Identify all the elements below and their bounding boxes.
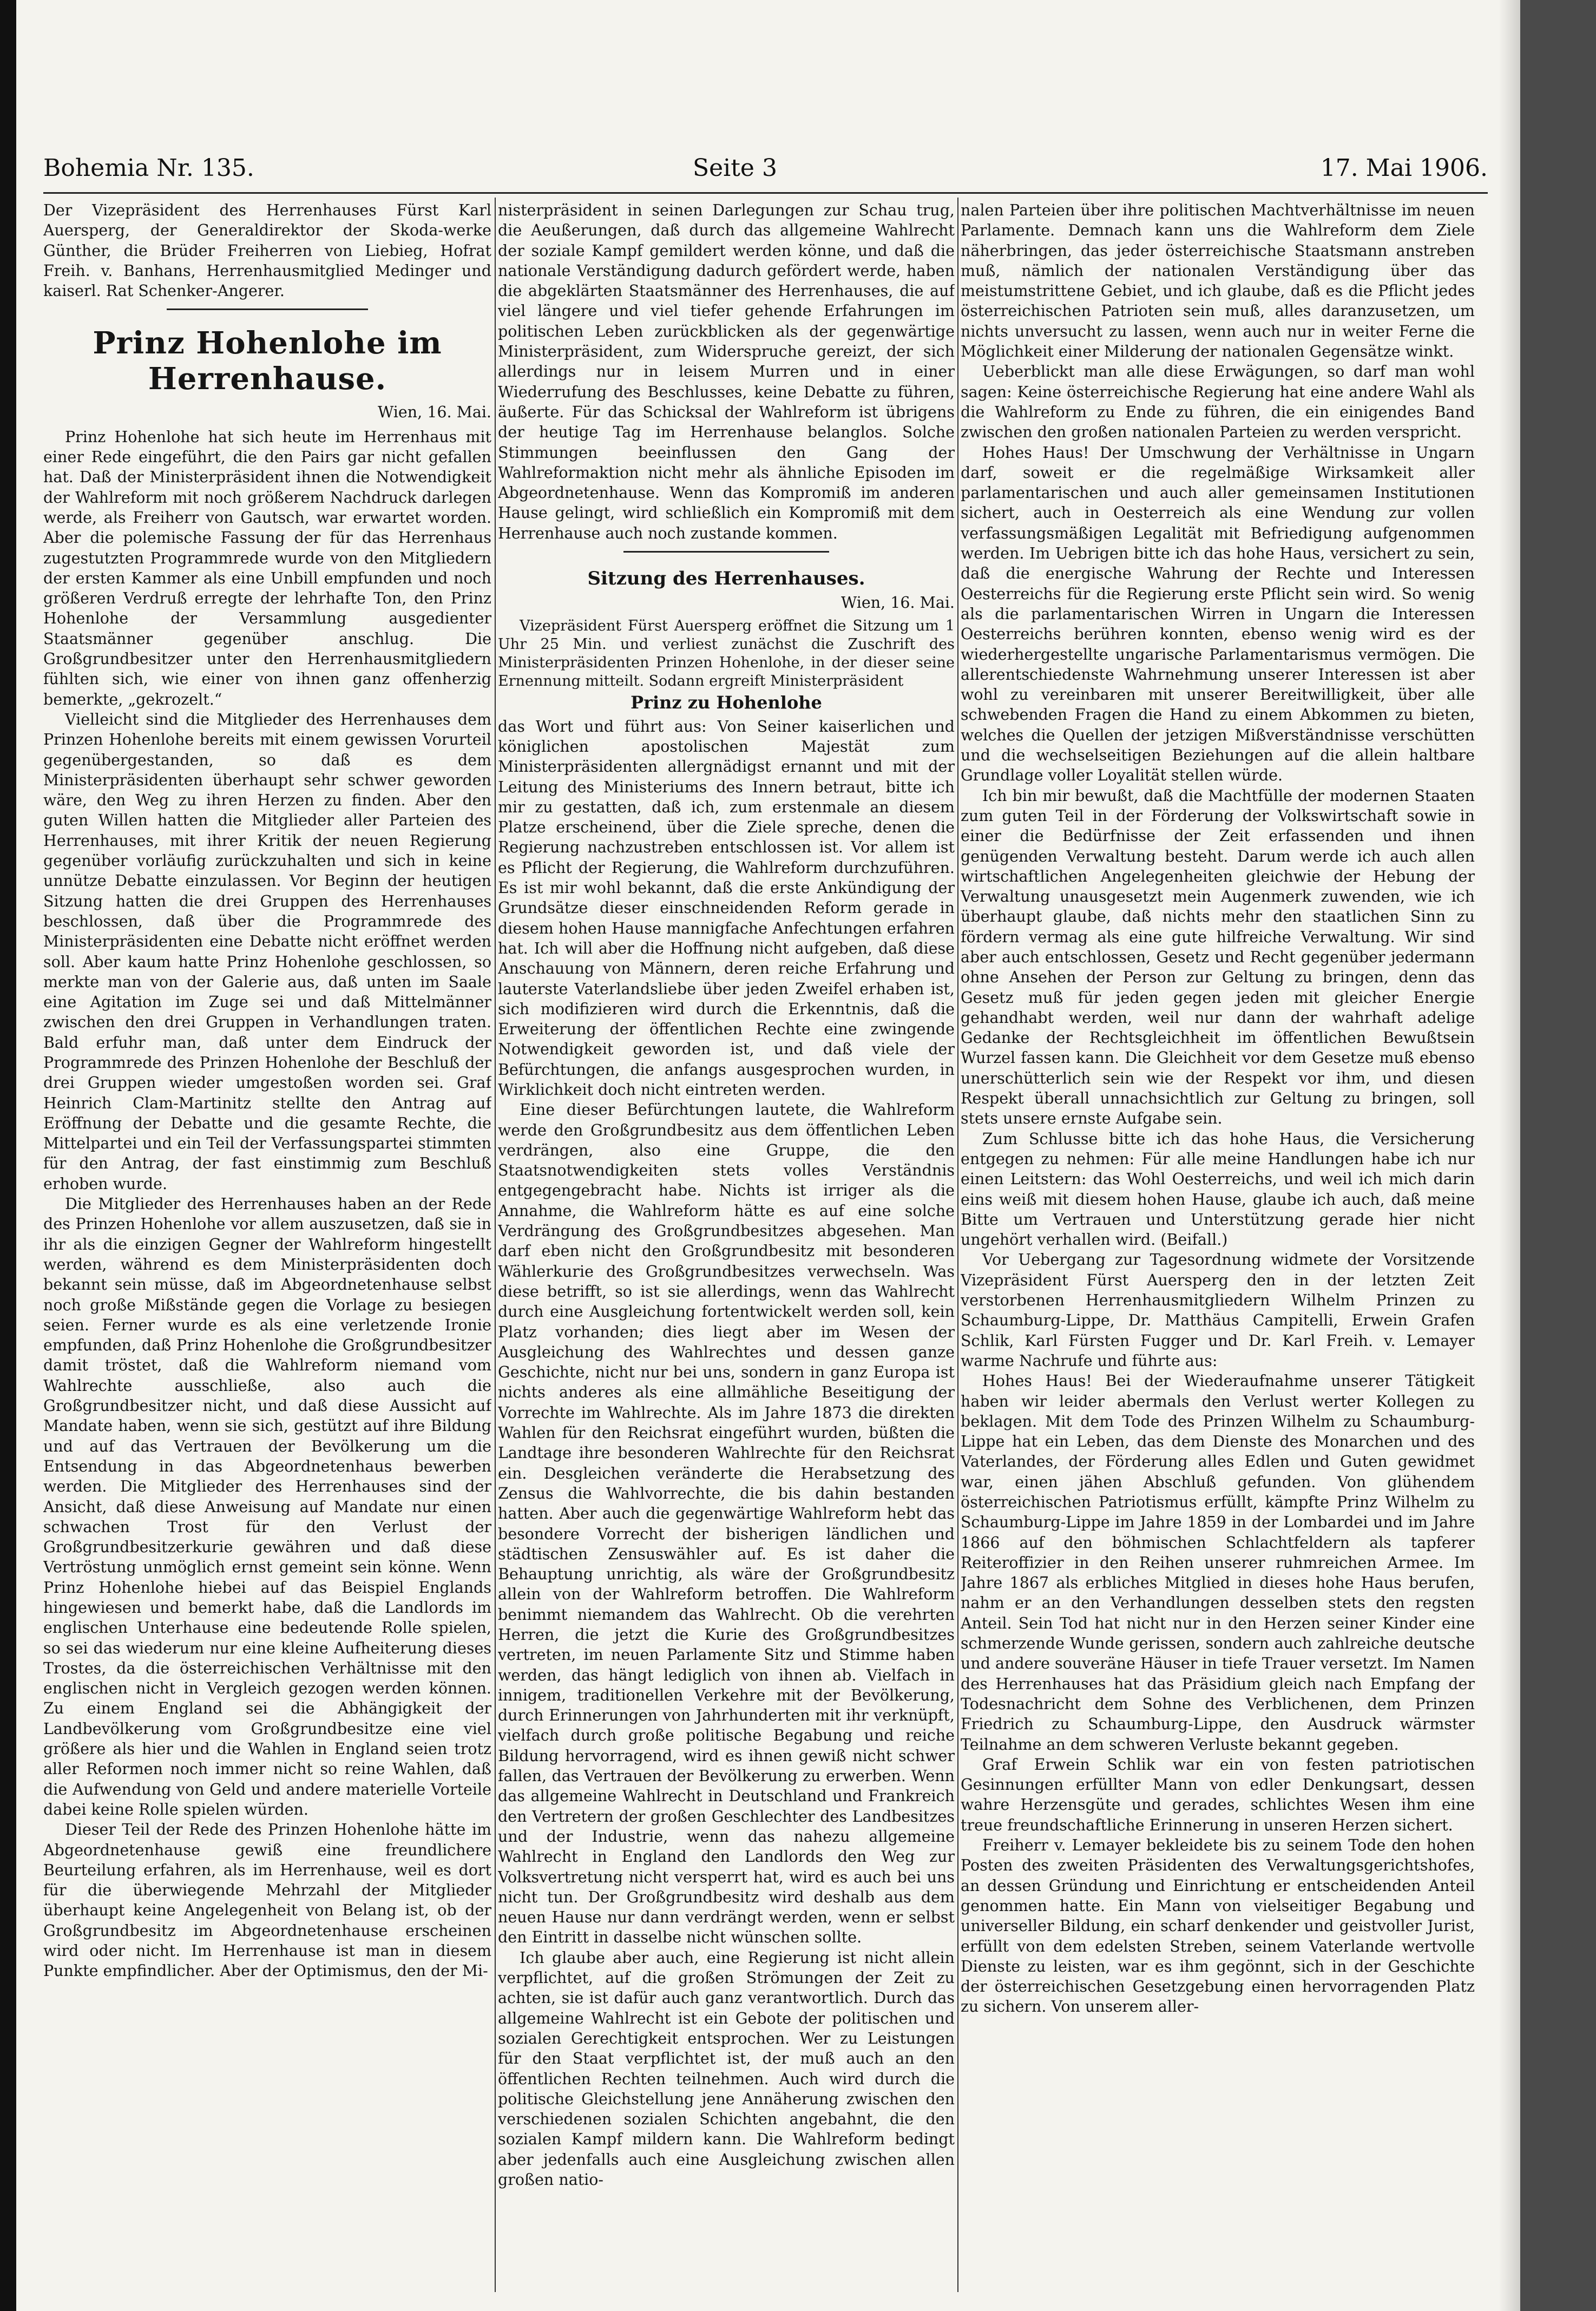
section-title: Sitzung des Herrenhauses. — [587, 568, 865, 590]
speech-paragraph: Zum Schlusse bitte ich das hohe Haus, die Versicherung entgegen zu nehmen: Für alle meine Handlungen habe ich nur einen Leitstern: das Wohl Oesterreichs, und weil ich mich darin eins weiß mit diesem hohen Hause, glaube ich auch, daß meine Bitte um Vertrauen und Unterstützung gerade hier nicht ungehört verhallen wird. (Beifall.) — [961, 1130, 1475, 1249]
article-title: Prinz Hohenlohe im Herrenhause. — [93, 325, 442, 397]
speech-paragraph: Ich bin mir bewußt, daß die Machtfülle der modernen Staaten zum guten Teil in der Förderung der Volkswirtschaft sowie in einer die Bedürfnisse der Zeit erfassenden und ihnen genügenden Verwaltung besteht. Darum werde ich auch allen wirtschaftlichen Angelegenheiten gleichwie der Hebung der Verwaltung unausgesetzt mein Augenmerk zuwenden, wie ich überhaupt glaube, daß nichts mehr den staatlichen Sinn zu fördern vermag als eine gute hilfreiche Verwaltung. Wir sind aber auch entschlossen, Gesetz und Recht gegenüber jedermann ohne Ansehen der Person zur Geltung zu bringen, denn das Gesetz muß für jeden gegen jeden mit gleicher Energie gehandhabt werden, weil nur dann der wahrhaft adelige Gedanke der Rechtsgleichheit im öffentlichen Bewußtsein Wurzel fassen kann. Die Gleichheit vor dem Gesetze muß ebenso unerschütterlich sein wie der Respekt vor ihm, und diesen Respekt überall unnachsichtlich zur Geltung zu bringen, soll stets unsere ernste Aufgabe sein. — [961, 786, 1475, 1128]
speech-paragraph: Graf Erwein Schlik war ein von festen patriotischen Gesinnungen erfüllter Mann von edler Denkungsart, dessen wahre Herzensgüte und gerades, schlichtes Wesen ihm eine treue freundschaftliche Erinnerung in unseren Herzen sichert. — [961, 1755, 1475, 1834]
column-1 — [43, 200, 491, 2295]
speech-paragraph: nalen Parteien über ihre politischen Machtverhältnisse im neuen Parlamente. Demnach kann uns die Wahlreform dem Ziele näherbringen, das jeder österreichische Staatsmann anstreben muß, nämlich der nationalen Verständigung über das meistumstrittene Gebiet, und ich glaube, daß es die Pflicht jedes österreichischen Patrioten sein muß, alles daranzusetzen, um nichts unversucht zu lassen, wenn auch nur in weiter Ferne die Möglichkeit einer Milderung der nationalen Gegensätze winkt. — [961, 201, 1475, 361]
column-divider-2 — [957, 198, 958, 2292]
scan-border-left — [0, 0, 16, 2311]
section-rule — [167, 308, 369, 310]
article-paragraph: Dieser Teil der Rede des Prinzen Hohenlohe hätte im Abgeordnetenhause gewiß eine freundlichere Beurteilung erfahren, als im Herrenhause, weil es dort für die überwiegende Mehrzahl der Mitglieder überhaupt keine Angelegenheit von Belang ist, ob der Großgrundbesitz im Abgeordnetenhause erscheinen wird oder nicht. Im Herrenhause ist man in diesem Punkte empfindlicher. Aber der Optimismus, den der Mi- — [43, 1821, 491, 1980]
speech-paragraph: Vor Uebergang zur Tagesordnung widmete der Vorsitzende Vizepräsident Fürst Auersperg den in der letzten Zeit verstorbenen Herrenhausmitgliedern Wilhelm Prinzen zu Schaumburg-Lippe, Dr. Matthäus Campitelli, Erwein Grafen Schlik, Karl Fürsten Fugger und Dr. Karl Freih. v. Lemayer warme Nachrufe und führte aus: — [961, 1251, 1475, 1370]
scan-border-right — [1520, 0, 1596, 2311]
column-2 — [498, 200, 955, 2295]
page-header — [43, 154, 1488, 192]
newspaper-issue: Bohemia Nr. 135. — [43, 154, 254, 182]
page-shadow — [1499, 0, 1520, 2311]
article-paragraph: nisterpräsident in seinen Darlegungen zur Schau trug, die Aeußerungen, daß durch das allgemeine Wahlrecht der soziale Kampf gemildert werden könne, und daß die nationale Verständigung dadurch gefördert werde, haben die abgeklärten Staatsmänner des Herrenhauses, die auf viel längere und viel tiefer gehende Erfahrungen im politischen Leben zurückblicken als der gegenwärtige Ministerpräsident, zum Widerspruche gereizt, der sich allerdings nur in leisem Murren und in einer Wiederrufung des Beschlusses, keine Debatte zu führen, äußerte. Für das Schicksal der Wahlreform ist übrigens der heutige Tag im Herrenhause belanglos. Solche Stimmungen beeinflussen den Gang der Wahlreformaktion nicht mehr als ähnliche Episoden im Abgeordnetenhause. Wenn das Kompromiß im anderen Hause gelingt, wird schließlich ein Kompromiß mit dem Herrenhause auch noch zustande kommen. — [498, 201, 955, 542]
page-number: Seite 3 — [693, 154, 777, 182]
speech-paragraph: das Wort und führt aus: Von Seiner kaiserlichen und königlichen apostolischen Majestät zum Ministerpräsidenten allergnädigst ernannt und mit der Leitung des Ministeriums des Innern betraut, bitte ich mir zu gestatten, daß ich, zum erstenmale an diesem Platze erscheinend, über die Ziele spreche, denen die Regierung nachzustreben entschlossen ist. Vor allem ist es Pflicht der Regierung, die Wahlreform durchzuführen. Es ist mir wohl bekannt, daß die erste Ankündigung der Grundsätze dieser einschneidenden Reform gerade in diesem hohen Hause mannigfache Anfechtungen erfahren hat. Ich will aber die Hoffnung nicht aufgeben, daß diese Anschauung von Männern, deren reiche Erfahrung und lauterste Vaterlandsliebe über jeden Zweifel erhaben ist, sich modifizieren wird durch die Erkenntnis, daß die Erweiterung der öffentlichen Rechte eine zwingende Notwendigkeit geworden ist, und daß viele der Befürchtungen, die anfangs ausgesprochen wurden, in Wirklichkeit doch nicht eintreten werden. — [498, 717, 955, 1099]
article-dateline: Wien, 16. Mai. — [378, 403, 491, 422]
newspaper-page — [16, 0, 1520, 2311]
article-paragraph: Prinz Hohenlohe hat sich heute im Herrenhaus mit einer Rede eingeführt, die den Pairs gar nicht gefallen hat. Daß der Ministerpräsident ihnen die Notwendigkeit der Wahlreform mit noch größerem Nachdruck darlegen werde, als Freiherr von Gautsch, war erwartet worden. Aber die polemische Fassung der für das Herrenhaus zugestutzten Programmrede wurde von den Mitgliedern der ersten Kammer als eine Unbill empfunden und noch größeren Verdruß erregte der lehrhafte Ton, den Prinz Hohenlohe der Versammlung ausgedienter Staatsmänner gegenüber anschlug. Die Großgrundbesitzer unter den Herrenhausmitgliedern fühlten sich, wie einer von ihnen ganz offenherzig bemerkte, „gekrozelt.“ — [43, 428, 491, 708]
speech-paragraph: Freiherr v. Lemayer bekleidete bis zu seinem Tode den hohen Posten des zweiten Präsidenten des Verwaltungsgerichtshofes, an dessen Gründung und Einrichtung er entscheidenden Anteil genommen hatte. Ein Mann von vielseitiger Begabung und universeller Bildung, ein scharf denkender und geistvoller Jurist, erfüllt von dem edelsten Streben, seinem Vaterlande wertvolle Dienste zu leisten, war es ihm gegönnt, sich in der Geschichte der österreichischen Gesetzgebung einen hervorragenden Platz zu sichern. Von unserem aller- — [961, 1836, 1475, 2016]
guest-list-paragraph: Der Vizepräsident des Herrenhauses Fürst Karl Auersperg, der Generaldirektor der Skoda-werke Günther, die Brüder Freiherren von Liebieg, Hofrat Freih. v. Banhans, Herrenhausmitglied Medinger und kaiserl. Rat Schenker-Angerer. — [43, 201, 491, 300]
issue-date: 17. Mai 1906. — [1320, 154, 1488, 182]
column-divider-1 — [495, 198, 496, 2292]
header-rule — [43, 192, 1488, 194]
article-paragraph: Vielleicht sind die Mitglieder des Herrenhauses dem Prinzen Hohenlohe bereits mit einem gewissen Vorurteil gegenübergestanden, so daß es dem Ministerpräsidenten überhaupt sehr schwer geworden wäre, den Weg zu ihren Herzen zu finden. Aber den guten Willen hatten die Mitglieder aller Parteien des Herrenhauses, mit ihrer Kritik der neuen Regierung gegenüber vorläufig zurückzuhalten und sich in keine unnütze Debatte einzulassen. Vor Beginn der heutigen Sitzung hatten die drei Gruppen des Herrenhauses beschlossen, daß über die Programmrede des Ministerpräsidenten eine Debatte nicht eröffnet werden soll. Aber kaum hatte Prinz Hohenlohe geschlossen, so merkte man von der Galerie aus, daß unten im Saale eine Agitation im Zuge sei und daß Mittelmänner zwischen den drei Gruppen in Verhandlungen traten. Bald erfuhr man, daß unter dem Eindruck der Programmrede des Prinzen Hohenlohe der Beschluß der drei Gruppen wieder umgestoßen worden sei. Graf Heinrich Clam-Martinitz stellte den Antrag auf Eröffnung der Debatte und die gesamte Rechte, die Mittelpartei und ein Teil der Verfassungspartei stimmten für den Antrag, der fast einstimmig zum Beschluß erhoben wurde. — [43, 710, 491, 1193]
speech-paragraph: Hohes Haus! Der Umschwung der Verhältnisse in Ungarn darf, soweit er die regelmäßige Wirksamkeit aller parlamentarischen und auch aller gemeinsamen Institutionen sichert, auch in Oesterreich als eine Wendung zur vollen verfassungsmäßigen Legalität mit Befriedigung aufgenommen werden. Im Uebrigen bitte ich das hohe Haus, versichert zu sein, daß die energische Wahrung der Rechte und Interessen Oesterreichs für die Regierung erste Pflicht sein wird. So wenig als die parlamentarischen Wirren in Ungarn die Interessen Oesterreichs berühren konnten, ebenso wenig wird es der wiederhergestellte ungarische Parlamentarismus vermögen. Die allerentschiedenste Wahrnehmung unserer Interessen ist aber wohl zu vereinbaren mit unserer Bereitwilligkeit, über alle schwebenden Fragen die Hand zu einem Abkommen zu bieten, welches die Quellen der jetzigen Mißverständnisse verschütten und die wechselseitigen Beziehungen auf die allein haltbare Grundlage voller Loyalität stellen würde. — [961, 443, 1475, 785]
column-3 — [961, 200, 1475, 2295]
section-dateline: Wien, 16. Mai. — [841, 594, 955, 612]
speech-paragraph: Hohes Haus! Bei der Wiederaufnahme unserer Tätigkeit haben wir leider abermals den Verlust werter Kollegen zu beklagen. Mit dem Tode des Prinzen Wilhelm zu Schaumburg-Lippe hat ein Leben, das dem Dienste des Monarchen und des Vaterlandes, der Förderung alles Edlen und Guten gewidmet war, einen jähen Abschluß gefunden. Von glühendem österreichischen Patriotismus erfüllt, kämpfte Prinz Wilhelm zu Schaumburg-Lippe im Jahre 1859 in der Lombardei und im Jahre 1866 auf den böhmischen Schlachtfeldern als tapferer Reiteroffizier in den Reihen unserer ruhmreichen Armee. Im Jahre 1867 als erbliches Mitglied in dieses hohe Haus berufen, nahm er an den Verhandlungen desselben stets den regsten Anteil. Sein Tod hat nicht nur in den Herzen seiner Kinder eine schmerzende Wunde gerissen, sondern auch zahlreiche deutsche und andere souveräne Häuser in tiefe Trauer versetzt. Im Namen des Herrenhauses hat das Präsidium gleich nach Empfang der Todesnachricht dem Sohne des Verblichenen, dem Prinzen Friedrich zu Schaumburg-Lippe, den Ausdruck wärmster Teilnahme an dem schweren Verluste bekannt gegeben. — [961, 1372, 1475, 1754]
article-paragraph: Die Mitglieder des Herrenhauses haben an der Rede des Prinzen Hohenlohe vor allem auszusetzen, daß sie in ihr als die einzigen Gegner der Wahlreform hingestellt werden, während es dem Ministerpräsidenten doch bekannt sein müsse, daß im Abgeordnetenhause selbst noch große Mißstände gegen die Vorlage zu besiegen seien. Ferner wurde es als eine verletzende Ironie empfunden, daß Prinz Hohenlohe die Großgrundbesitzer damit tröstet, daß die Wahlreform niemand vom Wahlrechte ausschließe, also auch die Großgrundbesitzer nicht, und daß diese Aussicht auf Mandate haben, wenn sie sich, gestützt auf ihre Bildung und auf das Vertrauen der Bevölkerung um die Entsendung in das Abgeordnetenhaus bewerben werden. Die Mitglieder des Herrenhauses sind der Ansicht, daß diese Anweisung auf Mandate nur einen schwachen Trost für den Verlust der Großgrundbesitzerkurie gewähren und daß diese Vertröstung unmöglich ernst gemeint sein könne. Wenn Prinz Hohenlohe hiebei auf das Beispiel Englands hingewiesen und bemerkt habe, daß die Landlords im englischen Unterhause eine bedeutende Rolle spielen, so sei das wiederum nur eine kleine Aufheiterung dieses Trostes, da die österreichischen Verhältnisse mit den englischen nicht in Vergleich gezogen werden können. Zu einem England sei die Abhängigkeit der Landbevölkerung vom Großgrundbesitze eine viel größere als hier und die Wahlen in England seien trotz aller Reformen noch immer nicht so reine Wahlen, daß die Aufwendung von Geld und andere materielle Vorteile dabei keine Rolle spielen würden. — [43, 1195, 491, 1818]
speech-paragraph: Ich glaube aber auch, eine Regierung ist nicht allein verpflichtet, auf die großen Strömungen der Zeit zu achten, sie ist dafür auch ganz verantwortlich. Durch das allgemeine Wahlrecht ist ein Gebote der politischen und sozialen Gerechtigkeit entsprochen. Wer zu Leistungen für den Staat verpflichtet ist, der muß auch an den öffentlichen Rechten teilnehmen. Auch wird durch die politische Gleichstellung jene Annäherung zwischen den verschiedenen sozialen Schichten angebahnt, die den sozialen Kampf mildern kann. Die Wahlreform bedingt aber jedenfalls auch eine Ausgleichung zwischen allen großen natio- — [498, 1948, 955, 2189]
speaker-heading: Prinz zu Hohenlohe — [630, 692, 822, 713]
speech-paragraph: Eine dieser Befürchtungen lautete, die Wahlreform werde den Großgrundbesitz aus dem öffentlichen Leben verdrängen, also eine Gruppe, die den Staatsnotwendigkeiten stets volles Verständnis entgegengebracht habe. Nichts ist irriger als die Annahme, die Wahlreform hätte es auf eine solche Verdrängung des Großgrundbesitzes abgesehen. Man darf eben nicht den Großgrundbesitz mit besonderen Wählerkurie des Großgrundbesitzes verwechseln. Was diese betrifft, so ist sie allerdings, wenn das Wahlrecht durch eine Ausgleichung fortentwickelt werden soll, kein Platz vorhanden; dies liegt aber im Wesen der Ausgleichung des Wahlrechtes und dessen ganze Geschichte, nicht nur bei uns, sondern in ganz Europa ist nichts anderes als eine allmähliche Beseitigung der Vorrechte im Wahlrechte. Als im Jahre 1873 die direkten Wahlen für den Reichsrat eingeführt wurden, büßten die Landtage ihre besonderen Wahlrechte für den Reichsrat ein. Desgleichen veränderte die Herabsetzung des Zensus die Wahlvorrechte, die bis dahin bestanden hatten. Aber auch die gegenwärtige Wahlreform hebt das besondere Vorrecht der bisherigen ländlichen und städtischen Zensuswähler auf. Es ist daher die Behauptung unrichtig, als wäre der Großgrundbesitz allein von der Wahlreform betroffen. Die Wahlreform benimmt niemandem das Wahlrecht. Ob die verehrten Herren, die jetzt die Kurie des Großgrundbesitzes vertreten, im neuen Parlamente Sitz und Stimme haben werden, das hängt lediglich von ihnen ab. Vielfach in innigem, traditionellen Verkehre mit der Bevölkerung, durch Erinnerungen von Jahrhunderten mit ihr verknüpft, vielfach durch große politische Begabung und reiche Bildung hervorragend, wird es ihnen gewiß nicht schwer fallen, das Vertrauen der Bevölkerung zu erwerben. Wenn das allgemeine Wahlrecht in Deutschland und Frankreich den Vertretern der großen Geschlechter des Landbesitzes und der Industrie, wenn das nahezu allgemeine Wahlrecht in England den Landlords den Weg zur Volksvertretung nicht versperrt hat, wird es auch bei uns nicht tun. Der Großgrundbesitz wird deshalb aus dem neuen Hause nur dann verdrängt werden, wenn er selbst den Eintritt in dasselbe nicht wünschen sollte. — [498, 1101, 955, 1947]
session-lead: Vizepräsident Fürst Auersperg eröffnet die Sitzung um 1 Uhr 25 Min. und verliest zunächst die Zuschrift des Ministerpräsidenten Prinzen Hohenlohe, in der dieser seine Ernennung mitteilt. Sodann ergreift Ministerpräsident — [498, 618, 955, 690]
speech-paragraph: Ueberblickt man alle diese Erwägungen, so darf man wohl sagen: Keine österreichische Regierung hat eine andere Wahl als die Wahlreform zu Ende zu führen, die ein einigendes Band zwischen den großen nationalen Parteien zu werden verspricht. — [961, 363, 1475, 442]
section-rule — [623, 551, 829, 553]
